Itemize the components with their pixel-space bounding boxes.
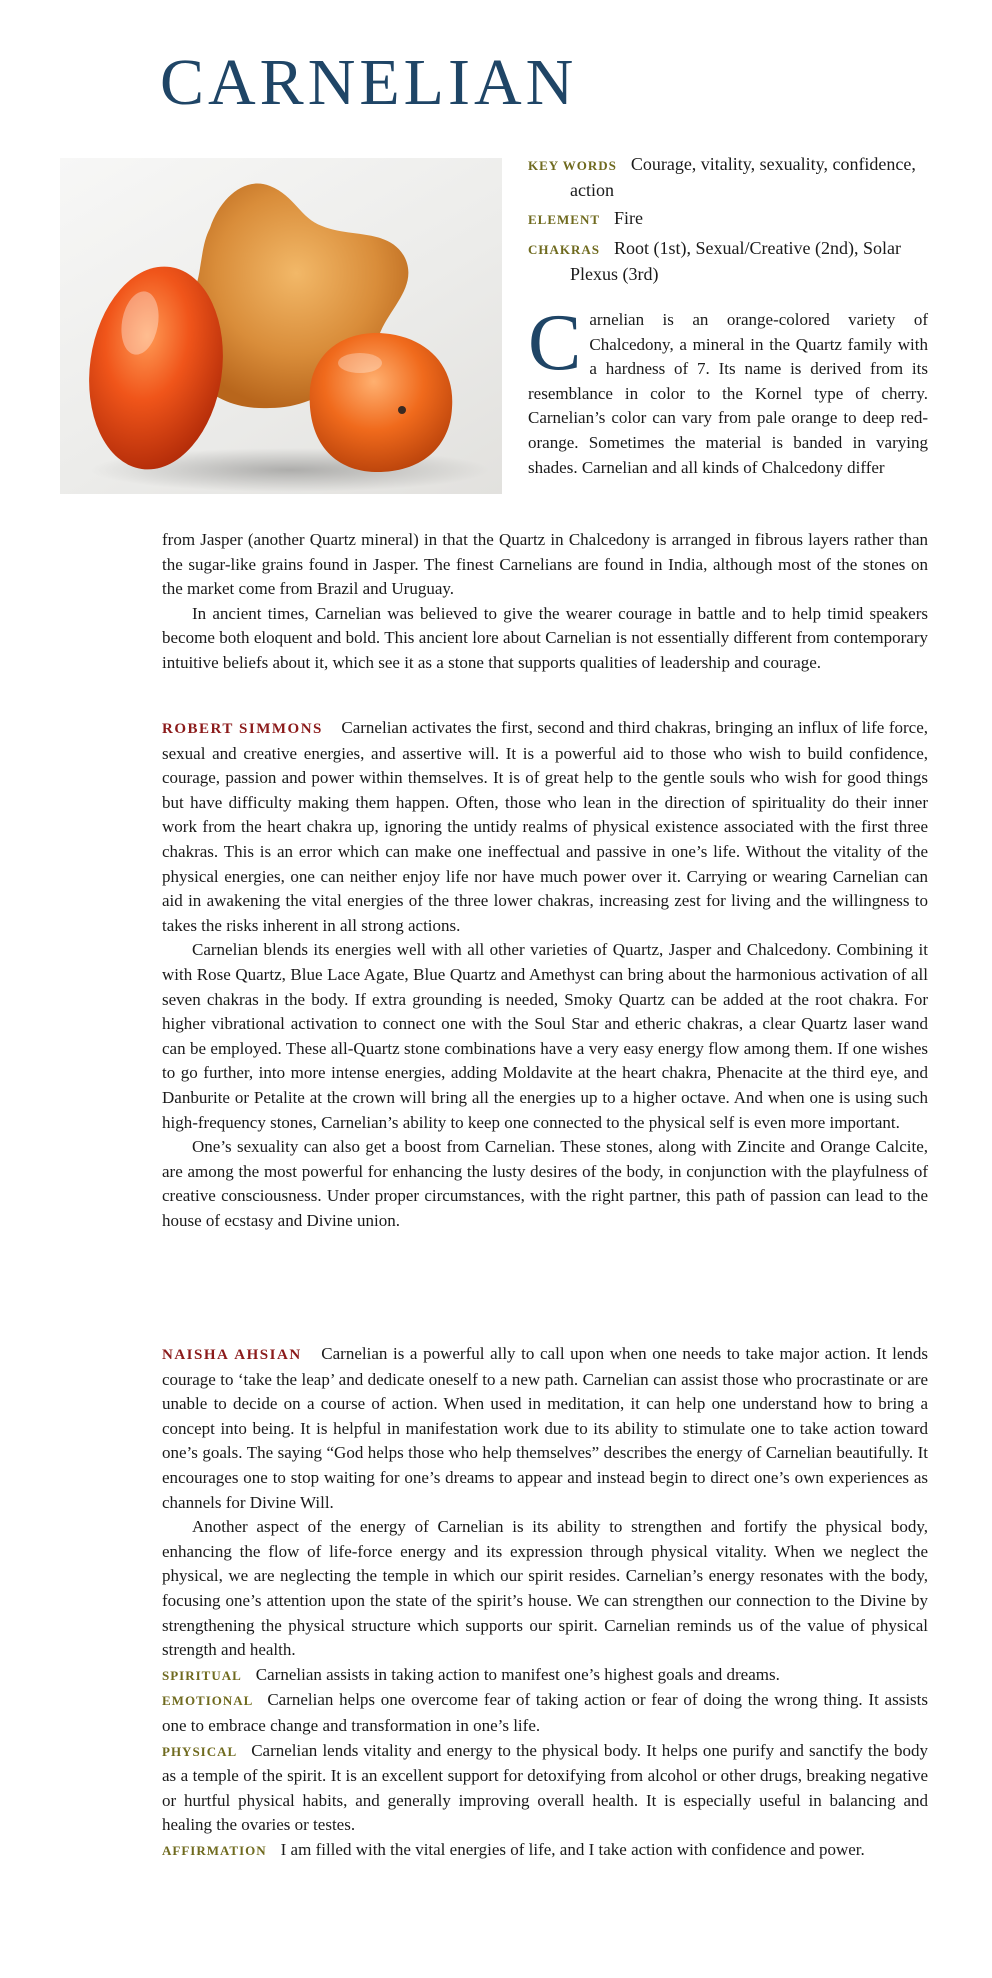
quality-text: Carnelian helps one overcome fear of taking action or fear of doing the wrong thing. It assists one to embrace change and transformation in one’s life. [162,1690,928,1735]
attribute-value: Fire [614,208,644,228]
attribute-value: Courage, vitality, sexuality, confidence, action [570,154,916,200]
quality-label: PHYSICAL [162,1743,238,1759]
attribute-element [528,206,928,232]
drop-cap: C [528,299,582,387]
quality-label: AFFIRMATION [162,1842,267,1858]
section-paragraph: Another aspect of the energy of Carnelian is its ability to strengthen and fortify the physical body, enhancing the flow of life-force energy and its expression through physical vitality. When we neglect the physical, we are neglecting the temple in which our spirit resides. Carnelian’s energy resonates with the body, focusing one’s attention upon the state of the spirit’s house. We can strengthen our connection to the Divine by strengthening the physical structure which supports our spirit. Carnelian reminds us of the value of physical strength and health. [162,1517,928,1660]
quality-spiritual [162,1663,928,1689]
section-paragraph: Carnelian blends its energies well with all other varieties of Quartz, Jasper and Chalcedony. Combining it with Rose Quartz, Blue Lace Agate, Blue Quartz and Amethyst can bring about the harmonious activation of all seven chakras in the body. If extra grounding is needed, Smoky Quartz can be added at the root chakra. For higher vibrational activation to connect one with the Soul Star and etheric chakras, a clear Quartz laser wand can be employed. These all-Quartz stone combinations have a very easy energy flow among them. If one wishes to go further, into more intense energies, adding Moldavite at the heart chakra, Phenacite at the third eye, and Danburite or Petalite at the crown will bring all the energies up to a higher octave. And when one is using such high-frequency stones, Carnelian’s ability to keep one connected to the physical self is even more important. [162,940,928,1132]
inclusion [398,406,406,414]
highlight [338,353,382,373]
carnelian-photo [60,158,502,494]
attribute-value: Root (1st), Sexual/Creative (2nd), Solar Plexus (3rd) [570,238,901,284]
intro-second-paragraph: In ancient times, Carnelian was believed to give the wearer courage in battle and to help timid speakers become both eloquent and bold. This ancient lore about Carnelian is not essentially different from contemporary intuitive beliefs about it, which see it as a stone that supports qualities of leadership and courage. [162,603,928,672]
robert-simmons-section [162,716,928,1233]
intro-text-continued: from Jasper (another Quartz mineral) in that the Quartz in Chalcedony is arranged in fibrous layers rather than the sugar-like grains found in Jasper. The finest Carnelians are found in India, although most of the stones on the market come from Brazil and Uruguay. [162,530,928,599]
attribute-label: CHAKRAS [528,242,601,257]
intro-text: arnelian is an orange-colored variety of Chalcedony, a mineral in the Quartz family with a hardness of 7. Its name is derived from its resemblance in color to the Kornel type of cherry. Carnelian’s color can vary from pale orange to deep red-orange. Sometimes the material is banded in varying shades. Carnelian and all kinds of Chalcedony differ [528,310,928,477]
quality-text: I am filled with the vital energies of life, and I take action with confidence and power. [280,1839,865,1859]
attribute-label: ELEMENT [528,212,601,227]
attribute-label: KEY WORDS [528,158,617,173]
author-label: NAISHA AHSIAN [162,1347,302,1363]
quality-text: Carnelian assists in taking action to manifest one’s highest goals and dreams. [255,1664,780,1684]
section-text: Carnelian is a powerful ally to call upon when one needs to take major action. It lends courage to ‘take the leap’ and dedicate oneself to a new path. Carnelian can assist those who procrastinate or are unable to decide on a course of action. When used in meditation, it can help one understand how to bring a concept into being. It is helpful in manifestation work due to its ability to stimulate one to take action toward one’s goals. The saying “God helps those who help themselves” describes the energy of Carnelian beautifully. It encourages one to stop waiting for one’s dreams to appear and instead begin to direct one’s own experiences as channels for Divine Will. [162,1344,929,1512]
quality-emotional [162,1688,928,1738]
quality-physical [162,1739,928,1838]
author-label: ROBERT SIMMONS [162,721,323,737]
intro-paragraph [528,299,928,480]
quality-affirmation [162,1838,928,1864]
quality-label: SPIRITUAL [162,1667,242,1683]
quality-text: Carnelian lends vitality and energy to the physical body. It helps one purify and sanctify the body as a temple of the spirit. It is an excellent support for detoxifying from alcohol or other drugs, breaking negative or hurtful physical habits, and generally improving overall health. It is especially useful in balancing and healing the ovaries or testes. [162,1740,928,1835]
attributes-list [528,152,928,290]
intro-continuation [162,528,928,676]
quality-label: EMOTIONAL [162,1693,254,1709]
tumbled-carnelian-stone [310,333,453,472]
attribute-keywords [528,152,928,202]
section-paragraph: One’s sexuality can also get a boost from Carnelian. These stones, along with Zincite and Orange Calcite, are among the most powerful for enhancing the lusty desires of the body, in conjunction with the playfulness of creative consciousness. Under proper circumstances, with the right partner, this path of passion can lead to the house of ecstasy and Divine union. [162,1137,928,1230]
attribute-chakras [528,236,928,286]
page-title: CARNELIAN [160,46,578,119]
naisha-ahsian-section [162,1342,928,1863]
stones-illustration [60,158,502,494]
section-text: Carnelian activates the first, second and third chakras, bringing an influx of life force, sexual and creative energies, and assertive will. It is a powerful aid to those who wish to build confidence, courage, passion and power within themselves. It is of great help to the gentle souls who wish for good things but have difficulty making them happen. Often, those who lean in the direction of spirituality do their inner work from the heart chakra up, ignoring the untidy realms of physical existence associated with the first three chakras. This is an error which can make one ineffectual and passive in one’s life. Without the vitality of the physical energies, one can neither enjoy life nor have much power over it. Carrying or wearing Carnelian can aid in awakening the vital energies of the three lower chakras, increasing zest for living and the willingness to takes the risks inherent in all strong actions. [162,718,929,935]
